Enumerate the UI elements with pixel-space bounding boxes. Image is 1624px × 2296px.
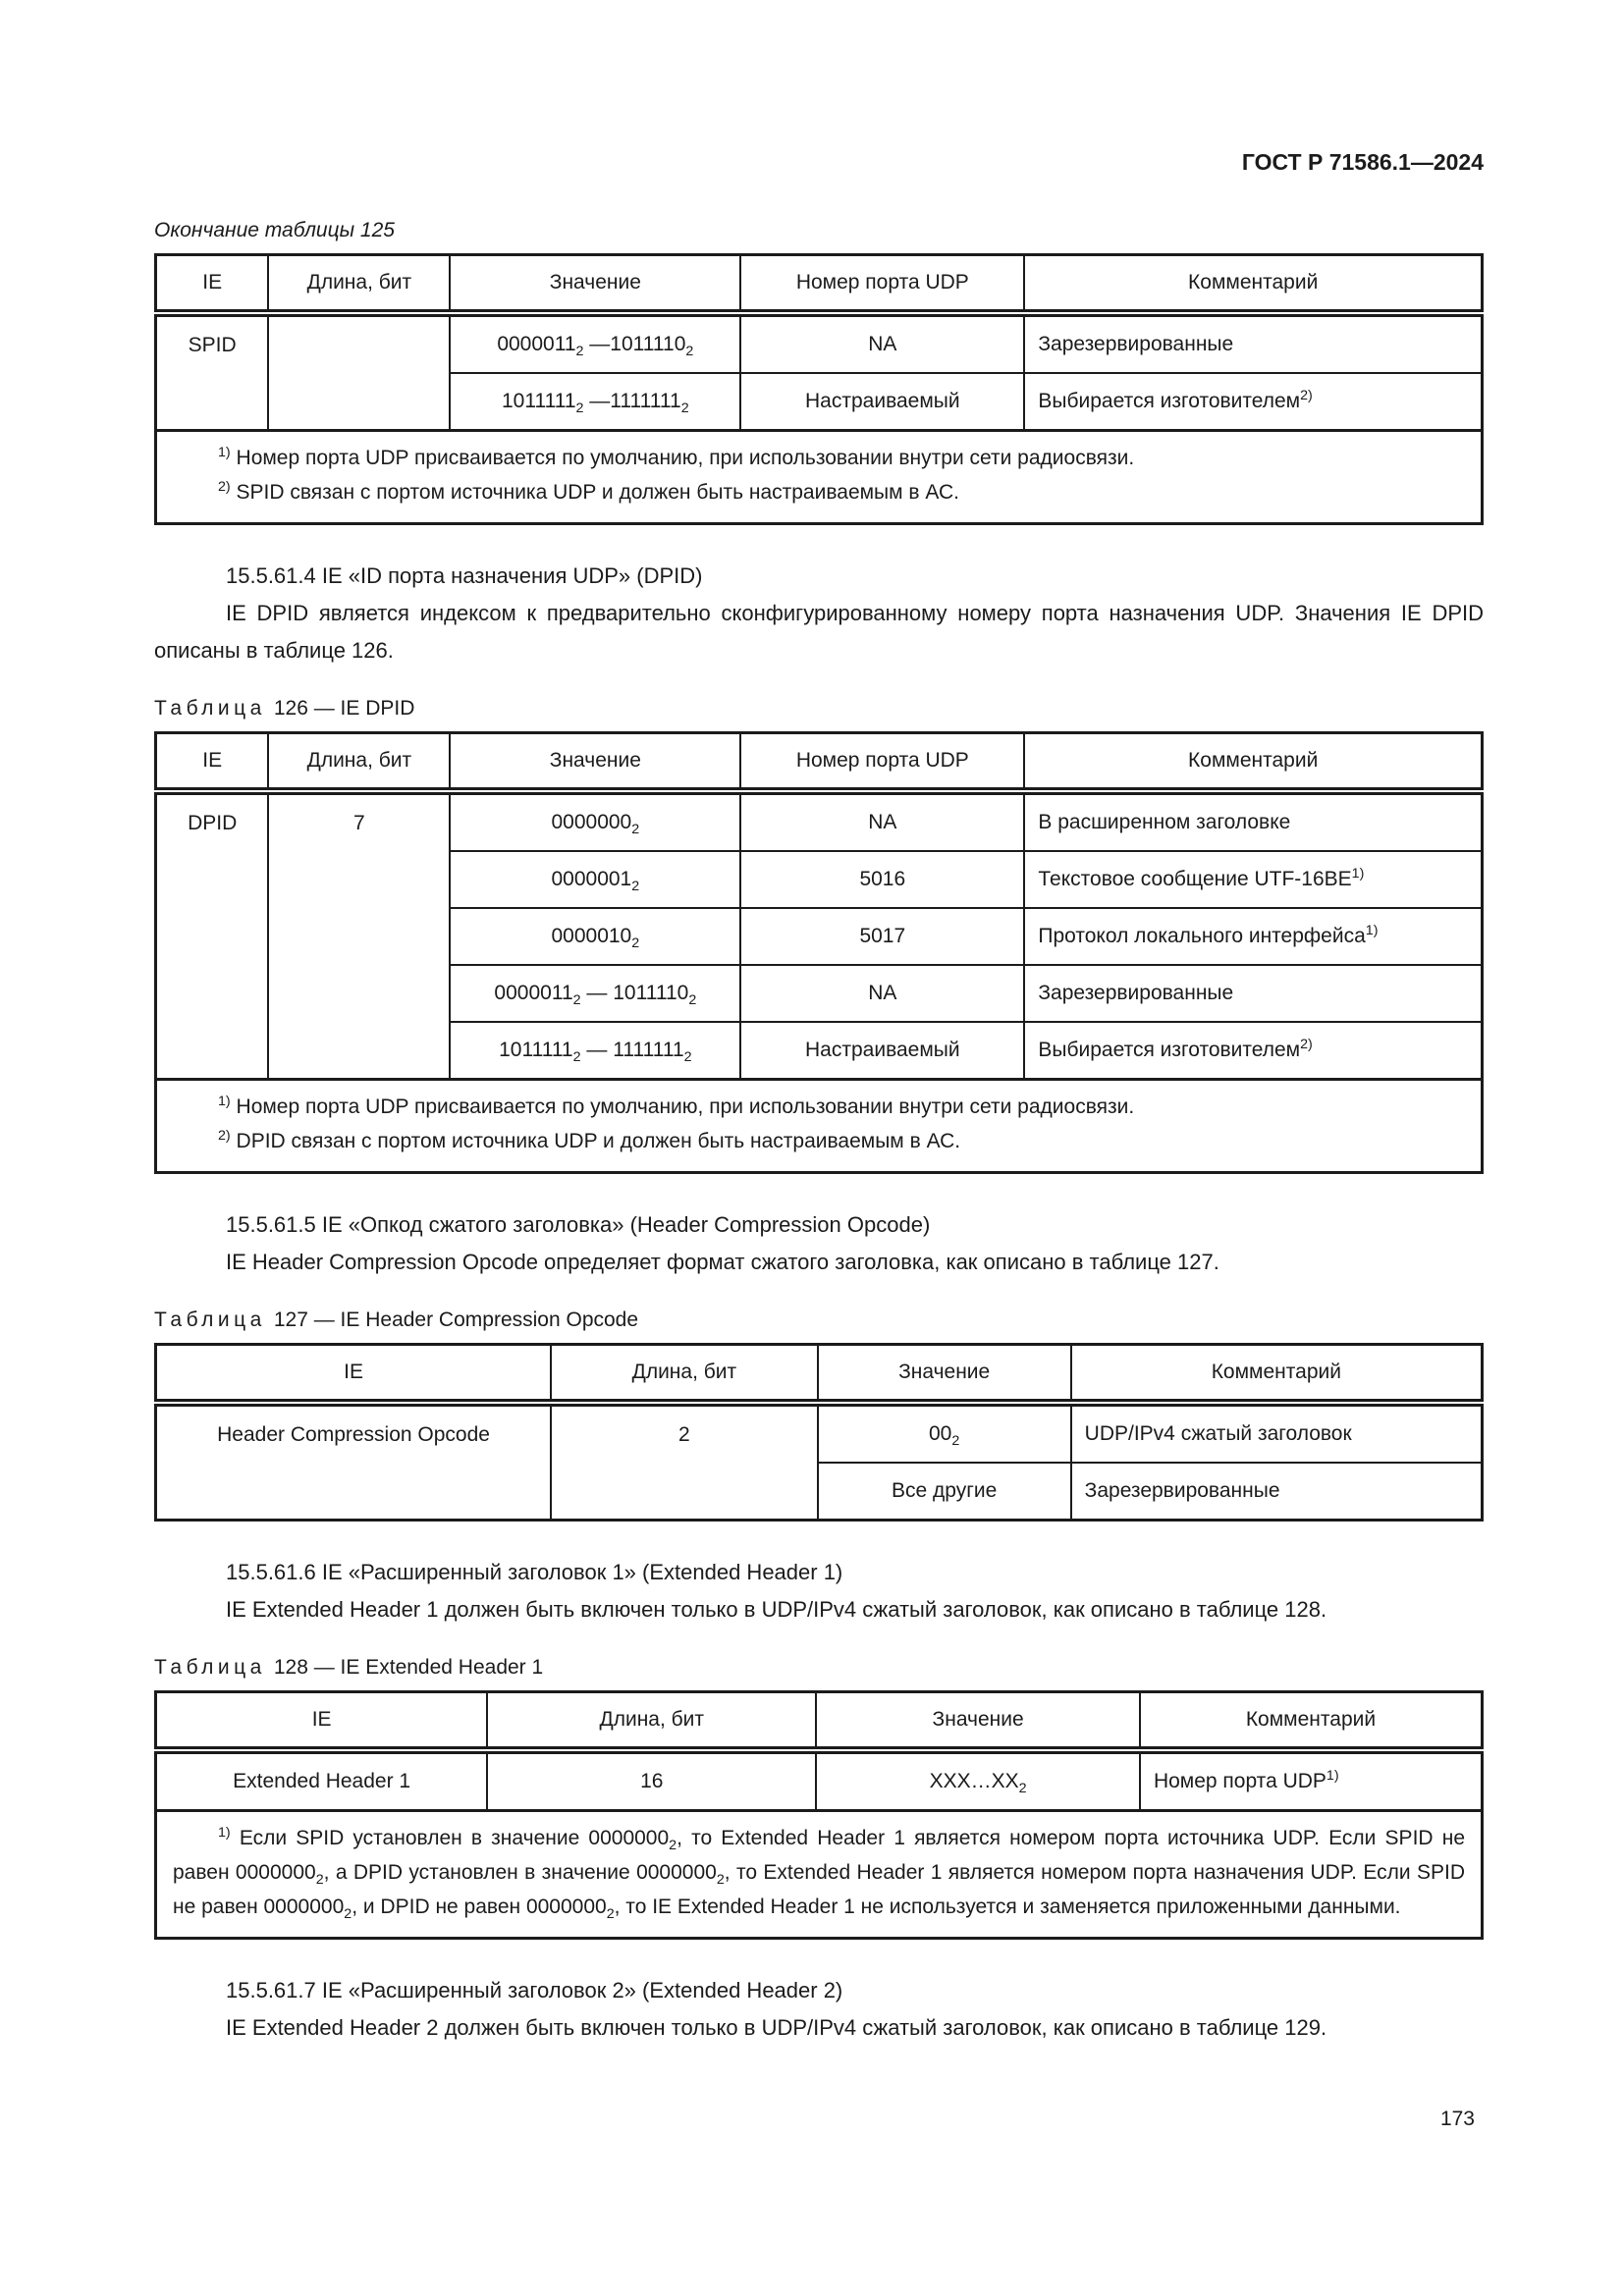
table-header-cell: Значение xyxy=(450,255,740,314)
table-header-cell: IE xyxy=(156,1692,488,1751)
table-cell-port: NA xyxy=(740,791,1024,851)
table-row xyxy=(156,1750,1483,1811)
table-caption-title: 127 — IE Header Compression Opcode xyxy=(273,1308,639,1331)
table-cell-value: $0000000_2$ xyxy=(450,791,740,851)
table-cell-port: 5017 xyxy=(740,908,1024,965)
table-row xyxy=(156,313,1483,373)
table-header-cell: Значение xyxy=(818,1345,1071,1404)
table-header-cell: Длина, бит xyxy=(487,1692,816,1751)
section-heading-15-5-61-4: 15.5.61.4 IE «ID порта назначения UDP» (DPID) xyxy=(226,563,703,588)
table-cell-comment: Зарезервированные xyxy=(1071,1463,1483,1521)
table-cell-length: 16 xyxy=(487,1750,816,1811)
table-cell-value: $0000010_2$ xyxy=(450,908,740,965)
table-125 xyxy=(154,253,1484,525)
table-cell-ie: DPID xyxy=(156,791,269,1080)
table-caption-label: Таблица xyxy=(154,697,266,720)
footnote: $^{1)}$ Номер порта UDP присваивается по умолчанию, при использовании внутри сети радиосвязи. xyxy=(218,445,1135,469)
table-header-cell: Длина, бит xyxy=(551,1345,818,1404)
table-cell-value: $1011111_2$ — $1111111_2$ xyxy=(450,1022,740,1080)
table-header-cell: Значение xyxy=(816,1692,1140,1751)
document-code: ГОСТ Р 71586.1—2024 xyxy=(1241,149,1484,175)
table-128 xyxy=(154,1690,1484,1940)
table-header-cell: Номер порта UDP xyxy=(740,255,1024,314)
table-header-cell: Номер порта UDP xyxy=(740,733,1024,792)
table-caption-label: Таблица xyxy=(154,1656,266,1679)
table-header-cell: IE xyxy=(156,733,269,792)
table-header-cell: IE xyxy=(156,255,269,314)
table-caption-title: 128 — IE Extended Header 1 xyxy=(273,1656,544,1679)
table-row xyxy=(156,791,1483,851)
table-cell-ie: Extended Header 1 xyxy=(156,1750,488,1811)
table-header-row xyxy=(156,1692,1483,1751)
table-cell-length: 7 xyxy=(268,791,450,1080)
table-cell-comment: Зарезервированные xyxy=(1024,965,1482,1022)
table-cell-port: NA xyxy=(740,965,1024,1022)
table-header-row xyxy=(156,1345,1483,1404)
table-127 xyxy=(154,1343,1484,1522)
table-header-cell: Комментарий xyxy=(1024,255,1482,314)
table-cell-value: $0000011_2$ — $1011110_2$ xyxy=(450,965,740,1022)
footnote: $^{2)}$ SPID связан с портом источника UDP и должен быть настраиваемым в АС. xyxy=(218,479,959,504)
table-cell-length: 2 xyxy=(551,1403,818,1521)
table-header-cell: Комментарий xyxy=(1140,1692,1483,1751)
table-row xyxy=(156,1403,1483,1463)
section-heading-15-5-61-6: 15.5.61.6 IE «Расширенный заголовок 1» (Extended Header 1) xyxy=(226,1560,843,1584)
table-header-row xyxy=(156,255,1483,314)
table-header-cell: Длина, бит xyxy=(268,255,450,314)
table-126 xyxy=(154,731,1484,1174)
table-header-cell: Длина, бит xyxy=(268,733,450,792)
table-cell-value: $0000011_2$ $—1011110_2$ xyxy=(450,313,740,373)
table-cell-ie: SPID xyxy=(156,313,269,431)
table-caption-title: 126 — IE DPID xyxy=(273,697,415,720)
table-cell-comment: UDP/IPv4 сжатый заголовок xyxy=(1071,1403,1483,1463)
table-cell-value: Все другие xyxy=(818,1463,1071,1521)
table-cell-port: 5016 xyxy=(740,851,1024,908)
section-heading-15-5-61-7: 15.5.61.7 IE «Расширенный заголовок 2» (Extended Header 2) xyxy=(226,1978,843,2002)
page-number: 173 xyxy=(1439,2108,1475,2130)
section-paragraph: IE Extended Header 1 должен быть включен только в UDP/IPv4 сжатый заголовок, как описано в таблице 128. xyxy=(226,1597,1327,1622)
table-cell-value: $XXX\dots XX_2$ xyxy=(816,1750,1140,1811)
section-paragraph: IE Extended Header 2 должен быть включен только в UDP/IPv4 сжатый заголовок, как описано в таблице 129. xyxy=(226,2015,1327,2040)
table-cell-comment: Номер порта UDP$^{1)}$ xyxy=(1140,1750,1483,1811)
table-cell-value: $00_2$ xyxy=(818,1403,1071,1463)
table-header-row xyxy=(156,733,1483,792)
table-cell-port: Настраиваемый xyxy=(740,373,1024,431)
footnote: $^{1)}$ Если SPID установлен в значение $0000000_2$, то Extended Header 1 является номером порта источника UDP. Если SPID не равен $0000000_2$, а DPID установлен в значение $0000000_2$, то Extended Header 1 является номером порта назначения UDP. Если SPID не равен $0000000_2$, и DPID не равен $0000000_2$, то IE Extended Header 1 не используется и заменяется приложенными данными. xyxy=(173,1825,1465,1923)
table126-caption xyxy=(154,697,1484,721)
table-cell-comment: Текстовое сообщение UTF-16BE$^{1)}$ xyxy=(1024,851,1482,908)
table-cell-length xyxy=(268,313,450,431)
section-paragraph: IE Header Compression Opcode определяет формат сжатого заголовка, как описано в таблице 127. xyxy=(226,1250,1219,1274)
table-cell-comment: В расширенном заголовке xyxy=(1024,791,1482,851)
table-cell-port: Настраиваемый xyxy=(740,1022,1024,1080)
table-footnotes xyxy=(156,1080,1483,1173)
section-heading-15-5-61-5: 15.5.61.5 IE «Опкод сжатого заголовка» (Header Compression Opcode) xyxy=(226,1212,931,1237)
table-cell-value: $0000001_2$ xyxy=(450,851,740,908)
table-header-cell: IE xyxy=(156,1345,552,1404)
table-footnotes xyxy=(156,431,1483,524)
table-header-cell: Комментарий xyxy=(1071,1345,1483,1404)
table-cell-ie: Header Compression Opcode xyxy=(156,1403,552,1521)
section-paragraph: IE DPID является индексом к предварительно сконфигурированному номеру порта назначения UDP. Значения IE DPID описаны в таблице 126. xyxy=(154,601,1485,663)
table127-caption xyxy=(154,1308,1484,1332)
table-footnotes xyxy=(156,1811,1483,1939)
table-cell-comment: Протокол локального интерфейса$^{1)}$ xyxy=(1024,908,1482,965)
table-cell-comment: Зарезервированные xyxy=(1024,313,1482,373)
footnote: $^{2)}$ DPID связан с портом источника UDP и должен быть настраиваемым в АС. xyxy=(218,1128,961,1152)
table-header-cell: Значение xyxy=(450,733,740,792)
table-header-cell: Комментарий xyxy=(1024,733,1482,792)
table-cell-comment: Выбирается изготовителем$^{2)}$ xyxy=(1024,373,1482,431)
footnote: $^{1)}$ Номер порта UDP присваивается по умолчанию, при использовании внутри сети радиосвязи. xyxy=(218,1094,1135,1118)
table-caption-label: Таблица xyxy=(154,1308,266,1331)
table128-caption xyxy=(154,1656,1484,1680)
table-cell-port: NA xyxy=(740,313,1024,373)
table-footnote-row xyxy=(156,431,1483,524)
table125-continuation-caption: Окончание таблицы 125 xyxy=(154,219,395,241)
table-footnote-row xyxy=(156,1080,1483,1173)
table-cell-comment: Выбирается изготовителем$^{2)}$ xyxy=(1024,1022,1482,1080)
table-footnote-row xyxy=(156,1811,1483,1939)
table-cell-value: $1011111_2$ $—1111111_2$ xyxy=(450,373,740,431)
